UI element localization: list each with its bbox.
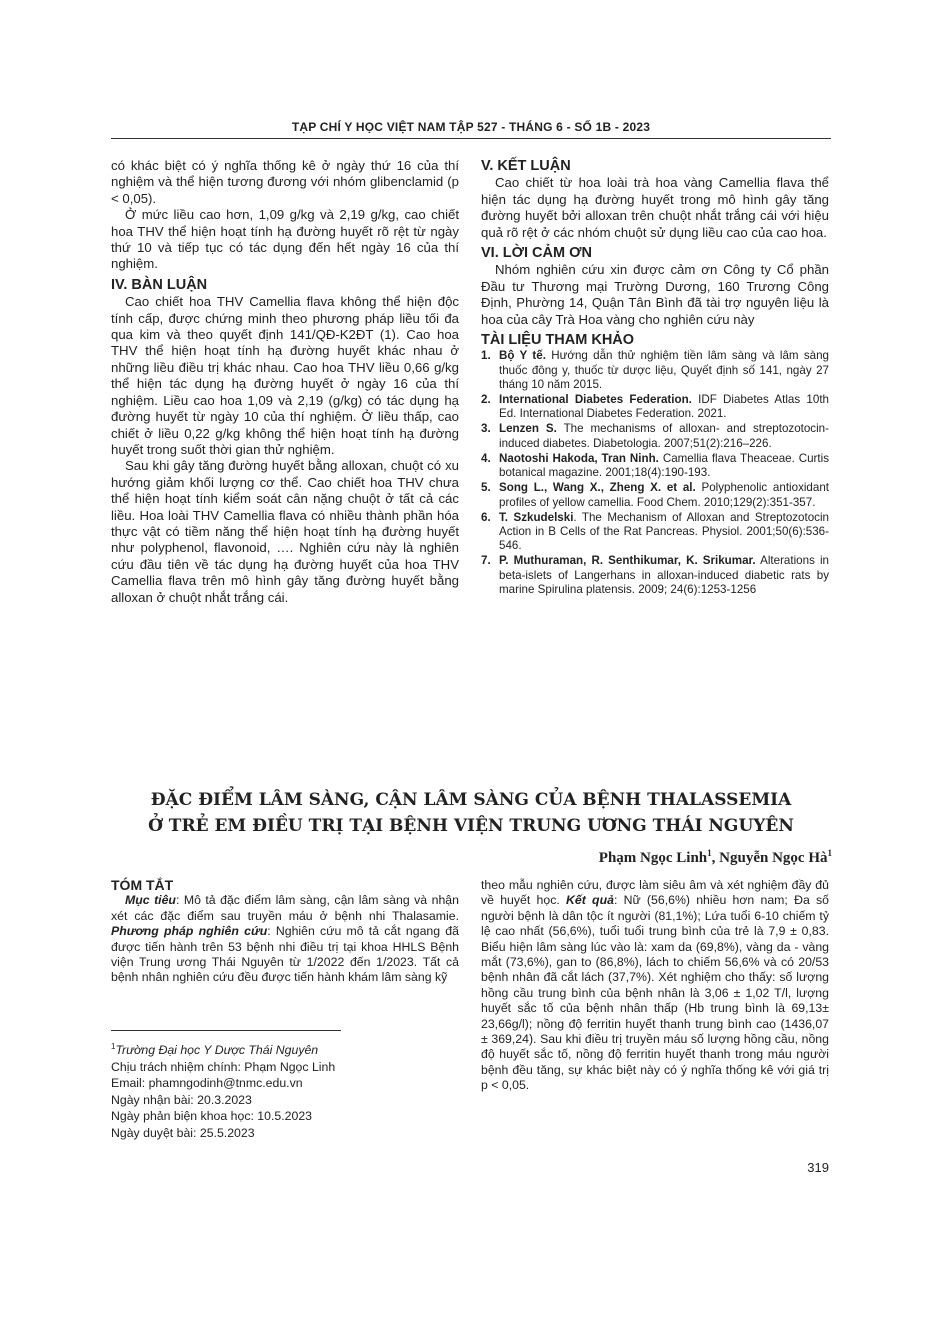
section-heading-discussion: IV. BÀN LUẬN [111, 276, 208, 293]
page-number: 319 [807, 1160, 829, 1175]
reference-item: 6. T. Szkudelski. The Mechanism of Alloxan and Streptozotocin Action in B Cells of the Rat Pancreas. Physiol. 2001;50(6):536-546. [481, 510, 829, 553]
abstract-right [481, 878, 829, 1094]
reference-item: 5. Song L., Wang X., Zheng X. et al. Polyphenolic antioxidant profiles of yellow camellia. Food Chem. 2010;129(2):351-357. [481, 481, 830, 509]
email: Email: phamngodinh@tnmc.edu.vn [111, 1076, 303, 1091]
corresponding-author: Chịu trách nhiệm chính: Phạm Ngọc Linh [111, 1059, 336, 1074]
header-rule [111, 138, 831, 139]
date-received: Ngày nhận bài: 20.3.2023 [111, 1092, 252, 1107]
paragraph: Cao chiết hoa THV Camellia flava không thể hiện độc tính cấp, được chứng minh theo phương pháp liều tối đa qua kim và theo quyết định 141/QĐ-K2ĐT (1). Cao hoa THV thể hiện hoạt tính hạ đường huyết khác nhau ở những liều điều trị khác nhau. Cao hoa THV liều 0,66 g/kg thể hiện tác dụng hạ đường huyết ở ngày 16 của thí nghiệm. Liều cao hoa 1,09 và 2,19 (g/kg) có tác dụng hạ đường huyết từ ngày 10 của thí nghiệm. Ở liều thấp, cao chiết ở liều 0,22 g/kg không thể hiện hoạt tính hạ đường huyết trong suốt thời gian thử nghiệm. [111, 294, 459, 457]
paragraph: có khác biệt có ý nghĩa thống kê ở ngày thứ 16 của thí nghiệm và thể hiện tương đương với nhóm glibenclamid (p < 0,05). [111, 158, 459, 206]
reference-item: 4. Naotoshi Hakoda, Tran Ninh. Camellia flava Theaceae. Curtis botanical magazine. 2001;18(4):190-193. [481, 451, 830, 480]
paragraph: Ở mức liều cao hơn, 1,09 g/kg và 2,19 g/kg, cao chiết hoa THV thể hiện hoạt tính hạ đường huyết rõ rệt từ ngày thứ 10 và tiếp tục có tác dụng đến hết ngày 16 của thí nghiệm. [111, 207, 459, 272]
abstract-paragraph: Mục tiêu: Mô tả đặc điểm lâm sàng, cận lâm sàng và nhận xét các đặc điểm sau truyền máu ở bệnh nhi Thalasamie. Phương pháp nghiên cứu: Nghiên cứu mô tả cắt ngang đã được tiến hành trên 53 bệnh nhi điều trị tại khoa HHLS Bệnh viện Trung ương Thái Nguyên từ 1/2022 đến 1/2023. Tất cả bệnh nhân nghiên cứu đều được tiến hành khám lâm sàng kỹ [111, 893, 459, 985]
section-heading-references: TÀI LIỆU THAM KHẢO [481, 332, 635, 349]
article-title-line1: ĐẶC ĐIỂM LÂM SÀNG, CẬN LÂM SÀNG CỦA BỆNH THALASSEMIA [150, 790, 792, 810]
authors: Phạm Ngọc Linh$^1$, Nguyễn Ngọc $Hà^1$ [598, 848, 832, 866]
reference-item: 7. P. Muthuraman, R. Senthikumar, K. Srikumar. Alterations in beta-islets of Langerhans in alloxan-induced diabetic rats by marine Spirulina platensis. 2009; 24(6):1253-1256 [481, 554, 829, 596]
reference-list [481, 349, 829, 596]
journal-header: TẠP CHÍ Y HỌC VIỆT NAM TẬP 527 - THÁNG 6 - SỐ 1B - 2023 [291, 120, 651, 134]
paragraph: Nhóm nghiên cứu xin được cảm ơn Công ty Cổ phần Đầu tư Thương mại Trường Dương, 160 Trương Công Định, Phường 14, Quận Tân Bình đã tài trợ nguyên liệu là hoa của cây Trà Hoa vàng cho nghiên cứu này [481, 262, 829, 327]
left-column [111, 158, 459, 606]
article-title-line2: Ở TRẺ EM ĐIỀU TRỊ TẠI BỆNH VIỆN TRUNG ƯƠNG THÁI NGUYÊN [148, 816, 794, 836]
article-title [111, 787, 831, 839]
right-column [481, 158, 829, 598]
abstract-heading: TÓM TẮT [111, 877, 174, 893]
section-heading-acknowledgement: VI. LỜI CẢM ƠN [481, 245, 592, 262]
reference-item: 2. International Diabetes Federation. IDF Diabetes Atlas 10th Ed. International Diabetes Federation. 2021. [481, 393, 829, 421]
footnote-rule [111, 1030, 341, 1031]
abstract-paragraph: theo mẫu nghiên cứu, được làm siêu âm và xét nghiệm đầy đủ về huyết học. Kết quả: Nữ (56,6%) nhiều hơn nam; Đa số người bệnh là dân tộc ít người (81,1%); Lứa tuổi 6-10 chiếm tỷ lệ cao nhất (56,6%), tuổi tuổi trung bình của trẻ là 7,9 ± 0,83. Biểu hiện lâm sàng lúc vào là: xam da (69,8%), vàng da - vàng mắt (73,6%), gan to (86,8%), lách to chiếm 56,6% và có 20/53 bệnh nhân đã cắt lách (37,7%). Xét nghiệm cho thấy: số lượng hồng cầu trung bình của bệnh nhân là 3,06 ± 1,02 T/l, lượng huyết sắc tố của bệnh nhân thấp (Hb trung bình là 69,13± 23,66g/l); nồng độ ferritin huyết thanh trung bình cao (1436,07 ± 369,24). Sau khi điều trị truyền máu số lượng hồng cầu, nồng độ huyết sắc tố, nồng độ ferritin huyết thanh trong máu người bệnh đều tăng, sự khác biệt này có ý nghĩa thống kê với giá trị p < 0,05. [481, 878, 830, 1093]
affiliation: Trường Đại học Y Dược Thái Nguyên [115, 1043, 319, 1058]
section-heading-conclusion: V. KẾT LUẬN [481, 158, 571, 174]
reference-item: 1. Bộ Y tế. Hướng dẫn thử nghiệm tiền lâm sàng và lâm sàng thuốc đông y, thuốc từ dược liệu, Quyết định số 141, ngày 27 tháng 10 năm 2015. [481, 349, 829, 391]
reference-item: 3. Lenzen S. The mechanisms of alloxan- and streptozotocin-induced diabetes. Diabetologia. 2007;51(2):216–226. [481, 422, 829, 450]
date-reviewed: Ngày phản biện khoa học: 10.5.2023 [111, 1109, 313, 1124]
author-name: Nguyễn Ngọc Hà [719, 850, 828, 866]
paragraph: Sau khi gây tăng đường huyết bằng alloxan, chuột có xu hướng giảm khối lượng cơ thể. Cao chiết hoa THV chưa thể hiện hoạt tính kiểm soát cân nặng chuột ở tất cả các liều. Hoa loài THV Camellia flava có nhiều thành phần hóa thực vật có tiềm năng thể hiện hoạt tính hạ đường huyết như polyphenol, flavonoid, …. Nghiên cứu này là nghiên cứu đầu tiên về tác dụng hạ đường huyết của hoa THV Camellia flava trên mô hình gây tăng đường huyết bằng alloxan ở chuột nhắt trắng cái. [111, 458, 459, 605]
paragraph: Cao chiết từ hoa loài trà hoa vàng Camellia flava thể hiện tác dụng hạ đường huyết trong mô hình gây tăng đường huyết bởi alloxan trên chuột nhắt trắng cái với hiệu quả rõ rệt ở các nhóm chuột sử dụng liều cao của cao hoa. [481, 175, 829, 240]
author-name: Phạm Ngọc Linh [598, 850, 708, 866]
abstract-left [111, 878, 459, 986]
date-accepted: Ngày duyệt bài: 25.5.2023 [111, 1126, 255, 1141]
footnotes: $^1$Trường Đại học Y Dược Thái Nguyên Chịu trách nhiệm chính: Phạm Ngọc Linh Email: phamngodinh@tnmc.edu.vn Ngày nhận bài: 20.3.2023 Ngày phản biện khoa học: 10.5.2023 Ngày duyệt bài: 25.5.2023 [111, 1039, 461, 1142]
